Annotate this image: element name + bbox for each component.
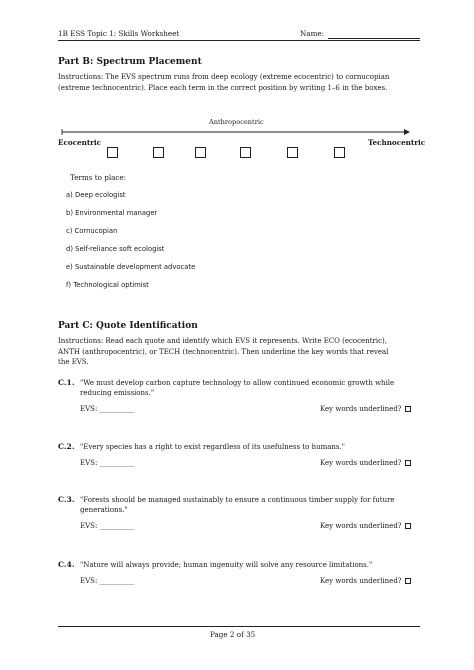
spectrum-box-1[interactable]	[107, 147, 118, 158]
term-item: c) Cornucopian	[66, 227, 118, 235]
keywords-check[interactable]	[320, 405, 411, 413]
part-b-heading: Part B: Spectrum Placement	[58, 57, 202, 67]
question-number: C.3.	[58, 495, 75, 504]
part-c-instructions	[58, 336, 423, 368]
spectrum-box-5[interactable]	[287, 147, 298, 158]
keywords-label: Key words underlined?	[320, 459, 402, 467]
footer-rule	[58, 626, 420, 627]
part-b-instructions-line-1: Instructions: The EVS spectrum runs from deep ecology (extreme ecocentric) to cornucopian	[58, 73, 390, 81]
quote-line-2: generations."	[80, 506, 128, 514]
question-number: C.2.	[58, 442, 75, 451]
question-quote	[80, 442, 422, 452]
part-c-instructions-line-2: ANTH (anthropocentric), or TECH (technocentric). Then underline the key words that reveal	[58, 347, 389, 356]
spectrum-box-2[interactable]	[153, 147, 164, 158]
keywords-check[interactable]	[320, 522, 411, 530]
keywords-label: Key words underlined?	[320, 522, 402, 530]
term-item: e) Sustainable development advocate	[66, 263, 196, 271]
name-label: Name:	[300, 29, 325, 38]
question-quote	[80, 560, 422, 570]
header-rule	[58, 40, 420, 41]
keywords-label: Key words underlined?	[320, 405, 402, 413]
part-c-instructions-line-1: Instructions: Read each quote and identify which EVS it represents. Write ECO (ecocentric),	[58, 337, 387, 345]
checkbox-icon[interactable]	[405, 523, 411, 529]
question-number: C.4.	[58, 560, 75, 569]
page-number: Page 2 of 35	[210, 630, 256, 639]
part-c-heading: Part C: Quote Identification	[58, 321, 198, 331]
question-number: C.1.	[58, 378, 75, 387]
worksheet-title: 1B ESS Topic 1: Skills Worksheet	[58, 29, 180, 38]
term-item: b) Environmental manager	[66, 209, 158, 217]
quote-line-1: "We must develop carbon capture technology to allow continued economic growth while	[80, 379, 395, 387]
part-b-instructions	[58, 72, 423, 93]
keywords-check[interactable]	[320, 459, 411, 467]
checkbox-icon[interactable]	[405, 578, 411, 584]
quote-line-1: "Forests should be managed sustainably to ensure a continuous timber supply for future	[80, 496, 395, 504]
spectrum-right-label: Technocentric	[368, 138, 426, 147]
evs-answer-field[interactable]: EVS: __________	[80, 459, 135, 467]
checkbox-icon[interactable]	[405, 406, 411, 412]
term-item: a) Deep ecologist	[66, 191, 126, 199]
part-b-instructions-line-2: (extreme technocentric). Place each term in the correct position by writing 1–6 in the boxes.	[58, 83, 388, 92]
keywords-check[interactable]	[320, 577, 411, 585]
spectrum-axis	[60, 126, 420, 140]
term-item: d) Self-reliance soft ecologist	[66, 245, 165, 253]
part-c-instructions-line-3: the EVS.	[58, 358, 89, 366]
evs-answer-field[interactable]: EVS: __________	[80, 522, 135, 530]
checkbox-icon[interactable]	[405, 460, 411, 466]
spectrum-box-6[interactable]	[334, 147, 345, 158]
quote-line-2: reducing emissions."	[80, 389, 155, 397]
name-blank-line[interactable]	[328, 38, 420, 39]
question-quote	[80, 495, 422, 515]
evs-answer-field[interactable]: EVS: __________	[80, 577, 135, 585]
keywords-label: Key words underlined?	[320, 577, 402, 585]
spectrum-box-4[interactable]	[240, 147, 251, 158]
spectrum-left-label: Ecocentric	[58, 138, 102, 147]
question-quote	[80, 378, 422, 398]
spectrum-box-3[interactable]	[195, 147, 206, 158]
spectrum-center-label: Anthropocentric	[209, 118, 264, 126]
term-item: f) Technological optimist	[66, 281, 149, 289]
evs-answer-field[interactable]: EVS: __________	[80, 405, 135, 413]
quote-line-1: "Nature will always provide; human ingenuity will solve any resource limitations."	[80, 561, 373, 569]
terms-heading: Terms to place:	[70, 173, 127, 182]
quote-line-1: "Every species has a right to exist regardless of its usefulness to humans."	[80, 443, 345, 451]
